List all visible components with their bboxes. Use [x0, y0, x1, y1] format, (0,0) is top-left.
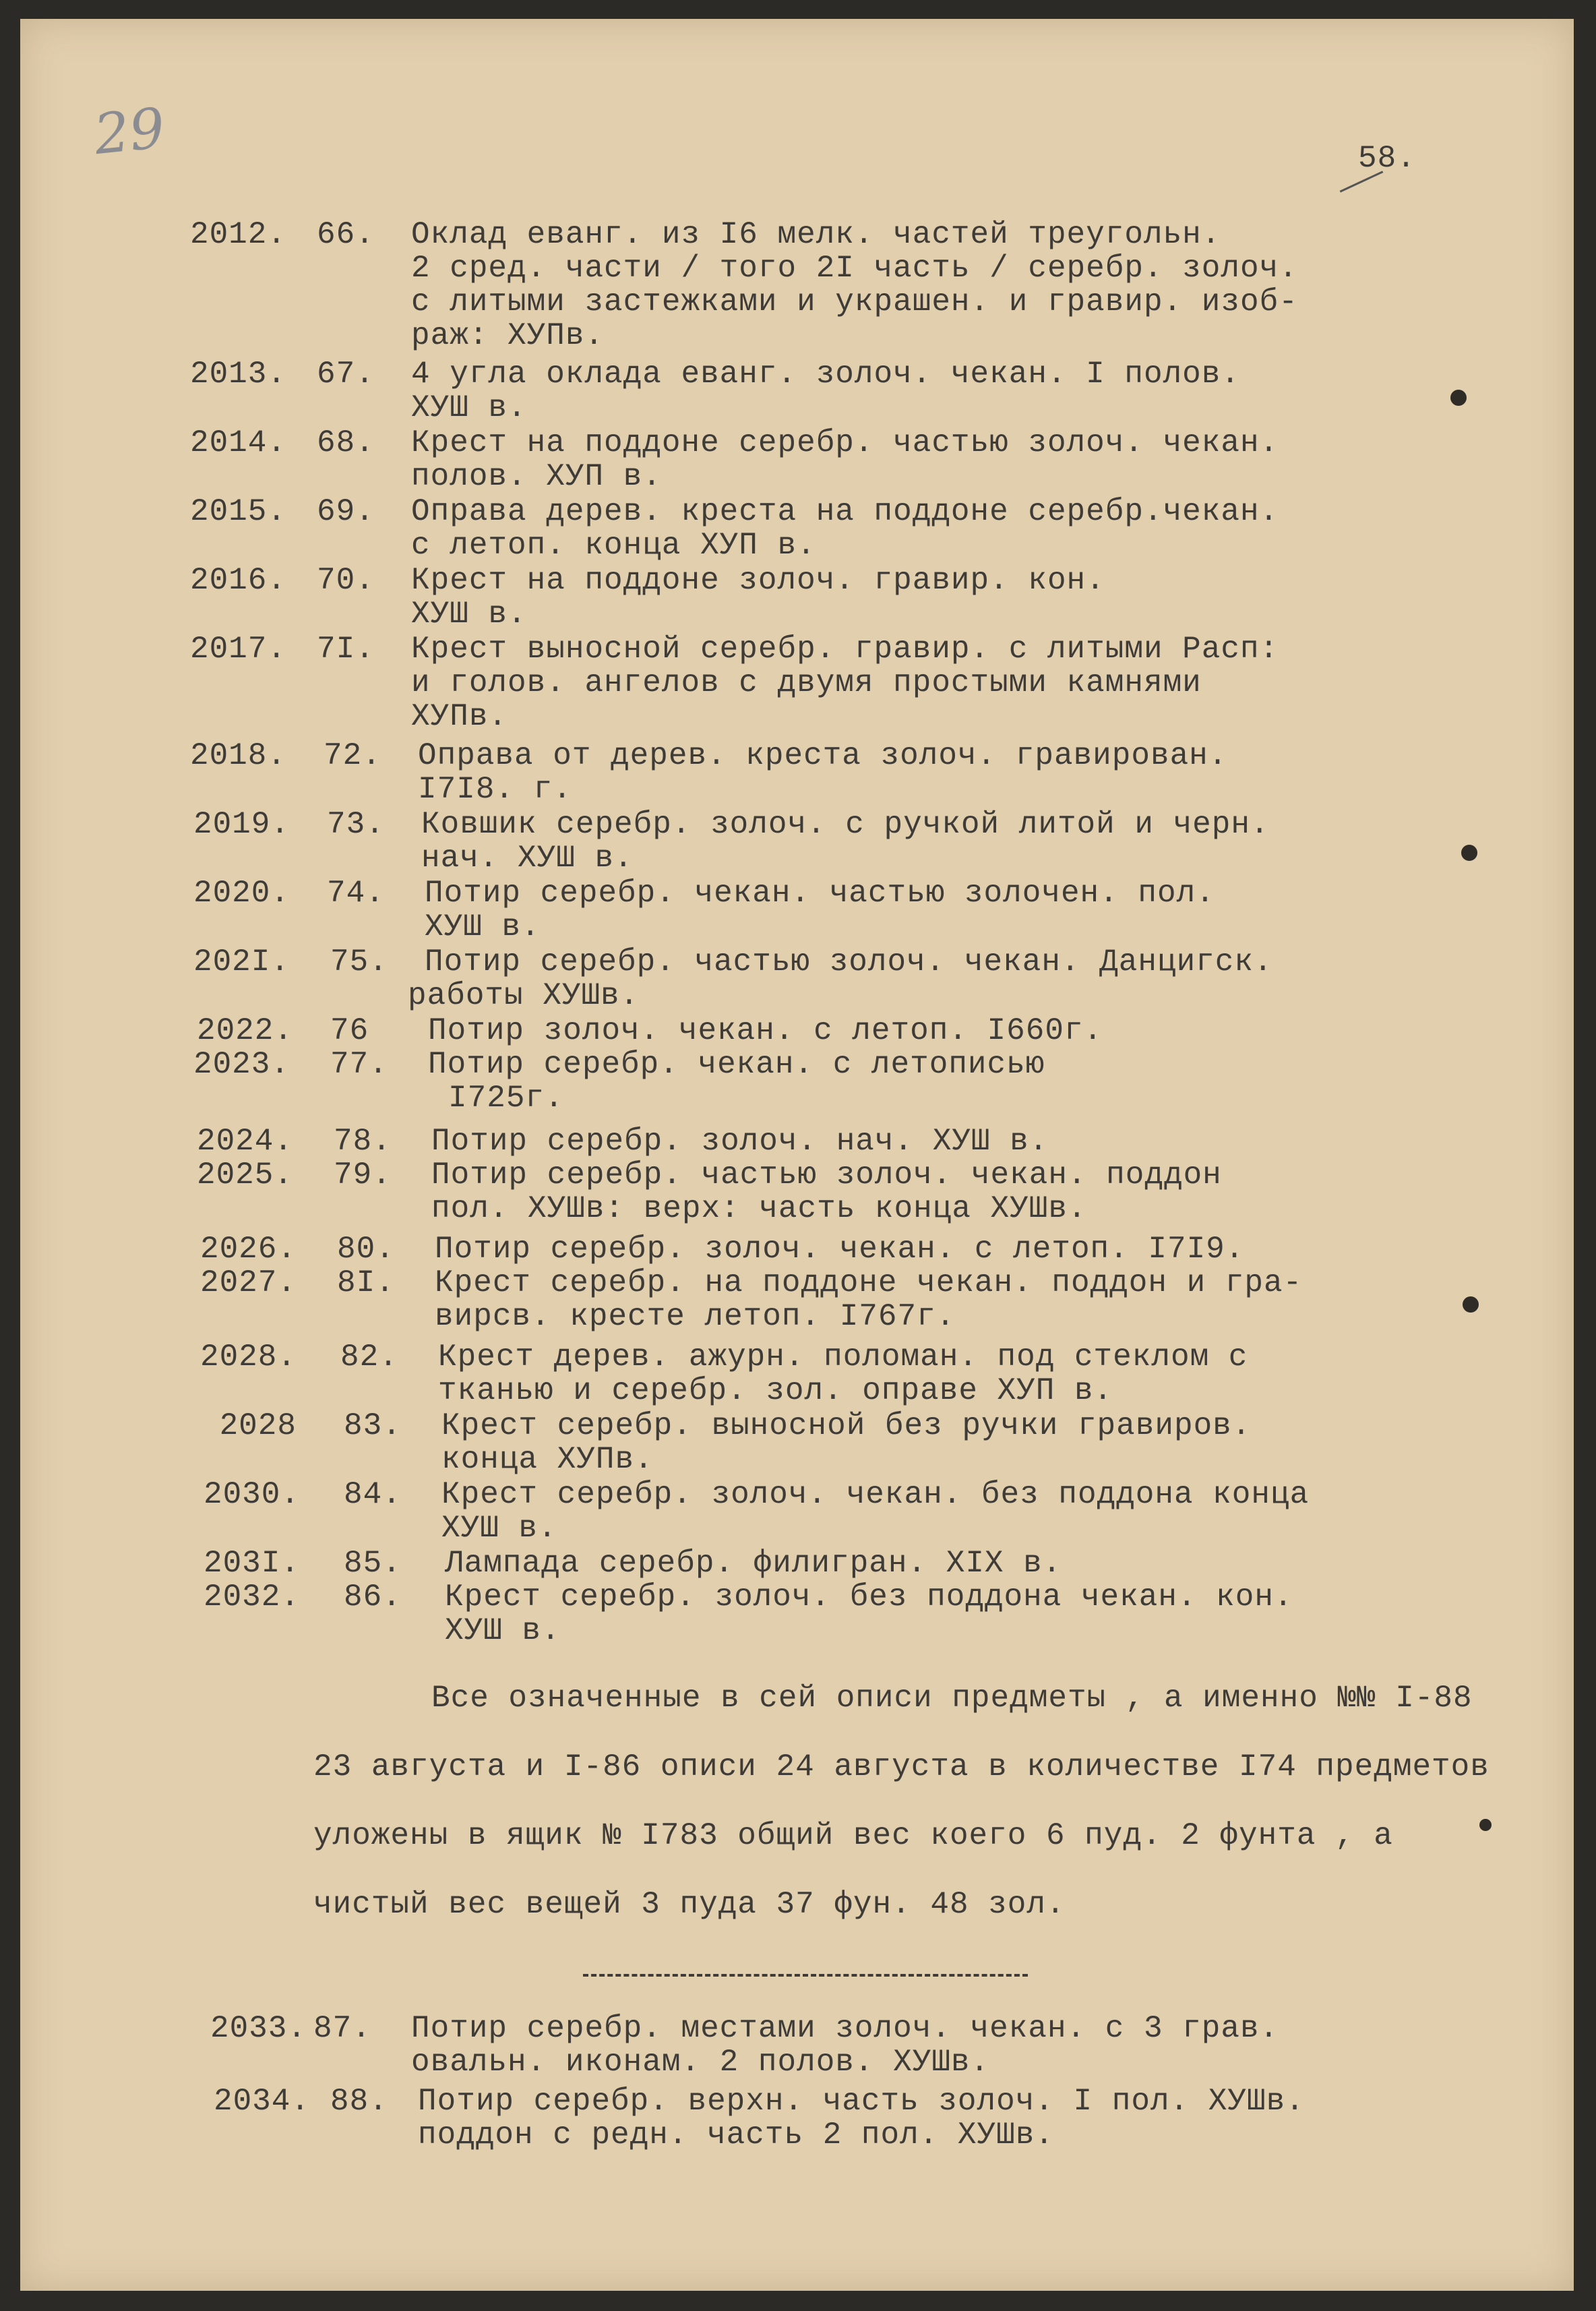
- ink-blot: [1461, 845, 1477, 861]
- item-number: 77.: [330, 1047, 388, 1082]
- description-line: Оклад еванг. из I6 мелк. частей треугольн.: [411, 217, 1221, 252]
- inventory-number: 2030.: [203, 1477, 300, 1512]
- inventory-number: 2017.: [189, 632, 286, 667]
- item-number: 83.: [344, 1408, 402, 1443]
- description-line: Потир серебр. частью золоч. чекан. Данцигск.: [425, 944, 1273, 980]
- inventory-number: 2014.: [189, 425, 286, 460]
- page-number: 58.: [1358, 141, 1416, 176]
- description-line: Крест серебр. золоч. без поддона чекан. кон.: [445, 1580, 1293, 1615]
- description-line: Потир серебр. чекан. частью золочен. пол.: [425, 876, 1215, 911]
- description-line: раж: ХУПв.: [411, 318, 605, 353]
- inventory-number: 2019.: [193, 807, 290, 842]
- inventory-number: 2025.: [196, 1158, 293, 1193]
- item-number: 79.: [334, 1158, 392, 1193]
- item-number: 87.: [313, 2011, 371, 2046]
- description-line: с летоп. конца ХУП в.: [411, 528, 816, 563]
- item-number: 76: [330, 1013, 369, 1048]
- item-number: 86.: [344, 1580, 402, 1615]
- description-line: ХУШ в.: [441, 1511, 557, 1546]
- ink-blot: [1450, 390, 1467, 406]
- item-description: [431, 1158, 1483, 1226]
- summary-line: Все означенные в сей описи предметы , а именно №№ I-88: [431, 1681, 1473, 1716]
- description-line: конца ХУПв.: [441, 1442, 654, 1477]
- inventory-number: 203I.: [203, 1546, 300, 1581]
- item-number: 88.: [330, 2084, 388, 2119]
- item-description: [438, 1340, 1490, 1408]
- inventory-number: 2015.: [189, 494, 286, 529]
- description-line: Крест серебр. выносной без ручки гравиров.: [441, 1408, 1252, 1443]
- item-description: [445, 1580, 1496, 1648]
- inventory-number: 2013.: [189, 357, 286, 392]
- item-number: 73.: [327, 807, 385, 842]
- inventory-number: 2032.: [203, 1580, 300, 1615]
- description-line: Потир серебр. чекан. с летописью: [428, 1047, 1045, 1082]
- description-line: Крест серебр. на поддоне чекан. поддон и гра-: [435, 1265, 1303, 1300]
- description-line: Потир серебр. верхн. часть золоч. I пол. ХУШв.: [418, 2084, 1305, 2119]
- item-number: 84.: [344, 1477, 402, 1512]
- inventory-number: 2020.: [193, 876, 290, 911]
- item-description: [411, 218, 1463, 353]
- item-description: [435, 1232, 1486, 1266]
- summary-line: уложены в ящик № I783 общий вес коего 6 пуд. 2 фунта , а: [313, 1818, 1393, 1853]
- inventory-number: 2033.: [210, 2011, 307, 2046]
- ink-blot: [1479, 1819, 1492, 1831]
- item-number: 80.: [337, 1232, 395, 1267]
- item-number: 7I.: [317, 632, 375, 667]
- item-number: 68.: [317, 425, 375, 460]
- item-number: 78.: [334, 1124, 392, 1159]
- description-line: полов. ХУП в.: [411, 459, 662, 494]
- description-line: и голов. ангелов с двумя простыми камнями: [411, 665, 1202, 700]
- item-number: 72.: [324, 738, 381, 773]
- description-line: Потир серебр. золоч. чекан. с летоп. I7I9.: [435, 1232, 1245, 1267]
- description-line: с литыми застежками и украшен. и гравир. изоб-: [411, 284, 1298, 320]
- description-line: овальн. иконам. 2 полов. ХУШв.: [411, 2045, 990, 2080]
- item-number: 69.: [317, 494, 375, 529]
- item-description: [408, 944, 1476, 1013]
- item-number: 8I.: [337, 1265, 395, 1300]
- description-line: Крест на поддоне серебр. частью золоч. чекан.: [411, 425, 1279, 460]
- description-line: ХУШ в.: [411, 597, 527, 632]
- description-line: тканью и серебр. зол. оправе ХУП в.: [438, 1373, 1113, 1408]
- item-description: [428, 1014, 1479, 1048]
- inventory-number: 2028.: [200, 1340, 297, 1375]
- inventory-number: 2028: [219, 1408, 297, 1443]
- description-line: вирсв. кресте летоп. I767г.: [435, 1299, 956, 1334]
- description-line: ХУШ в.: [411, 390, 527, 425]
- ink-blot: [1463, 1296, 1479, 1313]
- item-description: [441, 1478, 1493, 1545]
- item-description: [411, 632, 1463, 733]
- item-description: [411, 564, 1463, 631]
- description-line: Крест выносной серебр. гравир. с литыми Расп:: [411, 632, 1279, 667]
- inventory-number: 2022.: [196, 1013, 293, 1048]
- description-line: Крест серебр. золоч. чекан. без поддона конца: [441, 1477, 1310, 1512]
- description-line: Оправа от дерев. креста золоч. гравирован.: [418, 738, 1228, 773]
- description-line: Потир серебр. золоч. нач. ХУШ в.: [431, 1124, 1049, 1159]
- description-line: 2 сред. части / того 2I часть / серебр. золоч.: [411, 251, 1298, 286]
- description-line: Крест дерев. ажурн. поломан. под стеклом с: [438, 1340, 1248, 1375]
- description-line: работы ХУШв.: [408, 978, 640, 1013]
- inventory-number: 2027.: [200, 1265, 297, 1300]
- item-number: 67.: [317, 357, 375, 392]
- inventory-number: 202I.: [193, 944, 290, 980]
- description-line: Потир серебр. частью золоч. чекан. поддон: [431, 1158, 1222, 1193]
- item-description: [411, 495, 1463, 562]
- item-description: [435, 1266, 1486, 1333]
- pencil-folio-number: 29: [91, 96, 168, 168]
- item-description: [418, 2084, 1469, 2152]
- item-description: [428, 1048, 1479, 1115]
- description-line: ХУШ в.: [445, 1613, 561, 1648]
- inventory-number: 2034.: [213, 2084, 310, 2119]
- item-number: 82.: [340, 1340, 398, 1375]
- item-description: [411, 2012, 1463, 2079]
- item-description: [441, 1409, 1493, 1476]
- inventory-number: 2026.: [200, 1232, 297, 1267]
- item-description: [411, 426, 1463, 493]
- item-number: 85.: [344, 1546, 402, 1581]
- description-line: ХУПв.: [411, 699, 508, 734]
- item-description: [425, 876, 1476, 944]
- summary-line: 23 августа и I-86 описи 24 августа в количестве I74 предметов: [313, 1749, 1490, 1784]
- item-number: 66.: [317, 217, 375, 252]
- description-line: 4 угла оклада еванг. золоч. чекан. I полов.: [411, 357, 1240, 392]
- archival-page: [20, 19, 1574, 2291]
- item-number: 74.: [327, 876, 385, 911]
- description-line: I725г.: [448, 1081, 564, 1116]
- description-line: Оправа дерев. креста на поддоне серебр.чекан.: [411, 494, 1279, 529]
- item-description: [421, 808, 1473, 875]
- inventory-number: 2012.: [189, 217, 286, 252]
- inventory-number: 2023.: [193, 1047, 290, 1082]
- description-line: пол. ХУШв: верх: часть конца ХУШв.: [431, 1191, 1087, 1226]
- item-description: [445, 1547, 1496, 1580]
- description-line: Потир золоч. чекан. с летоп. I660г.: [428, 1013, 1103, 1048]
- description-line: Лампада серебр. филигран. XIX в.: [445, 1546, 1062, 1581]
- description-line: I7I8. г.: [418, 772, 572, 807]
- inventory-number: 2024.: [196, 1124, 293, 1159]
- item-number: 70.: [317, 563, 375, 598]
- dashed-separator: [583, 1974, 1028, 1977]
- description-line: Крест на поддоне золоч. гравир. кон.: [411, 563, 1105, 598]
- item-description: [431, 1124, 1483, 1158]
- description-line: поддон с редн. часть 2 пол. ХУШв.: [418, 2118, 1054, 2153]
- item-description: [418, 739, 1469, 806]
- item-number: 75.: [330, 944, 388, 980]
- description-line: ХУШ в.: [425, 909, 541, 944]
- item-description: [411, 357, 1463, 425]
- description-line: Потир серебр. местами золоч. чекан. с 3 грав.: [411, 2011, 1279, 2046]
- summary-line: чистый вес вещей 3 пуда 37 фун. 48 зол.: [313, 1887, 1066, 1922]
- description-line: нач. ХУШ в.: [421, 841, 634, 876]
- description-line: Ковшик серебр. золоч. с ручкой литой и черн.: [421, 807, 1270, 842]
- inventory-number: 2016.: [189, 563, 286, 598]
- inventory-number: 2018.: [189, 738, 286, 773]
